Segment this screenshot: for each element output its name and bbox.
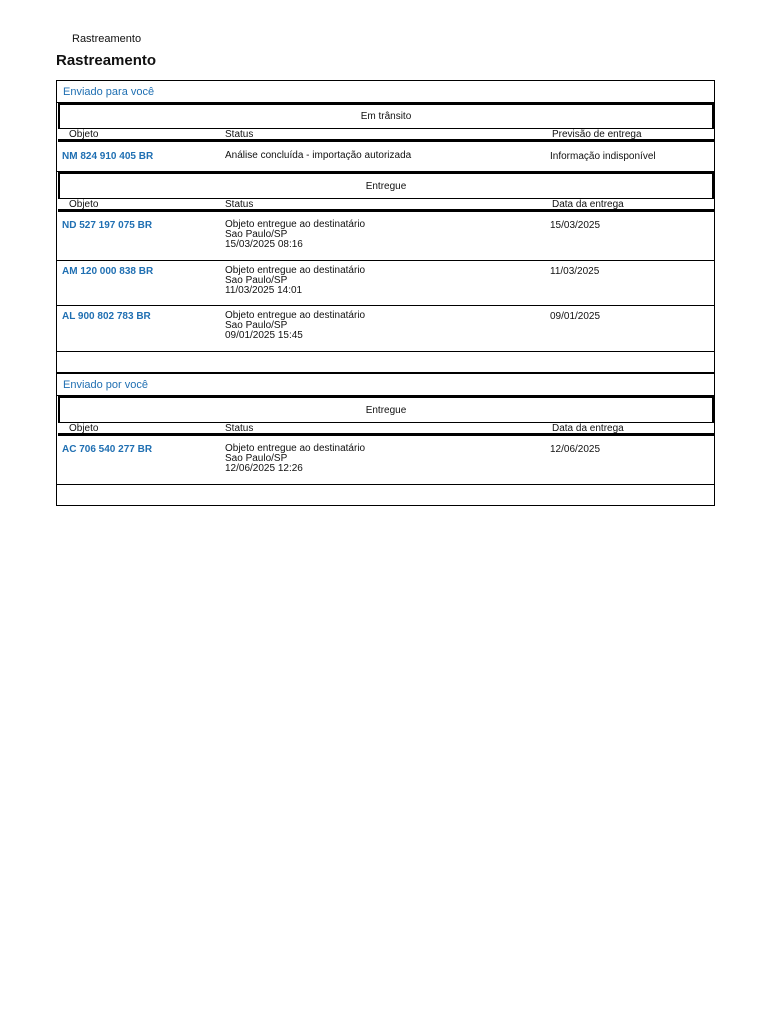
- empty-row: [57, 485, 714, 505]
- empty-row: [57, 352, 714, 374]
- column-header-status: Status: [225, 199, 254, 210]
- status-line: Objeto entregue ao destinatário: [225, 219, 366, 230]
- column-header-status: Status: [225, 423, 254, 434]
- tracking-code-link[interactable]: ND 527 197 075 BR: [62, 220, 153, 231]
- group-label-delivered: Entregue: [58, 396, 714, 423]
- table-row: [57, 215, 714, 261]
- column-header-forecast: Previsão de entrega: [552, 129, 642, 140]
- column-header-object: Objeto: [69, 129, 99, 140]
- page-title: Rastreamento: [56, 52, 157, 69]
- tracking-panel: [56, 80, 715, 506]
- group-label-delivered: Entregue: [58, 172, 714, 199]
- forecast-date: Informação indisponível: [550, 151, 656, 162]
- column-header-delivery-date: Data da entrega: [552, 423, 624, 434]
- status-timestamp: 11/03/2025 14:01: [225, 285, 303, 296]
- status-location: Sao Paulo/SP: [225, 275, 288, 286]
- status-line: Objeto entregue ao destinatário: [225, 310, 366, 321]
- status-line: Objeto entregue ao destinatário: [225, 443, 366, 454]
- status-line: Objeto entregue ao destinatário: [225, 265, 366, 276]
- breadcrumb: Rastreamento: [72, 33, 142, 45]
- delivery-date: 15/03/2025: [550, 220, 601, 231]
- group-label-in-transit: Em trânsito: [58, 103, 714, 129]
- status-location: Sao Paulo/SP: [225, 320, 288, 331]
- section-heading-sent: Enviado por você: [57, 374, 714, 396]
- status-location: Sao Paulo/SP: [225, 229, 288, 240]
- column-header-delivery-date: Data da entrega: [552, 199, 624, 210]
- tracking-code-link[interactable]: NM 824 910 405 BR: [62, 151, 154, 162]
- delivery-date: 12/06/2025: [550, 444, 601, 455]
- column-header-row: [58, 423, 714, 436]
- column-header-object: Objeto: [69, 423, 99, 434]
- table-row: [57, 306, 714, 352]
- status-timestamp: 15/03/2025 08:16: [225, 239, 303, 250]
- status-line: Análise concluída - importação autorizada: [225, 150, 412, 161]
- column-header-row: [58, 199, 714, 212]
- column-header-object: Objeto: [69, 199, 99, 210]
- tracking-code-link[interactable]: AL 900 802 783 BR: [62, 311, 151, 322]
- table-row: [57, 261, 714, 306]
- status-timestamp: 12/06/2025 12:26: [225, 463, 303, 474]
- tracking-code-link[interactable]: AC 706 540 277 BR: [62, 444, 153, 455]
- tracking-code-link[interactable]: AM 120 000 838 BR: [62, 266, 154, 277]
- section-heading-received: Enviado para você: [57, 81, 714, 103]
- column-header-row: [58, 129, 714, 142]
- column-header-status: Status: [225, 129, 254, 140]
- table-row: [57, 145, 714, 172]
- delivery-date: 09/01/2025: [550, 311, 601, 322]
- status-timestamp: 09/01/2025 15:45: [225, 330, 303, 341]
- status-location: Sao Paulo/SP: [225, 453, 288, 464]
- table-row: [57, 439, 714, 485]
- delivery-date: 11/03/2025: [550, 266, 600, 277]
